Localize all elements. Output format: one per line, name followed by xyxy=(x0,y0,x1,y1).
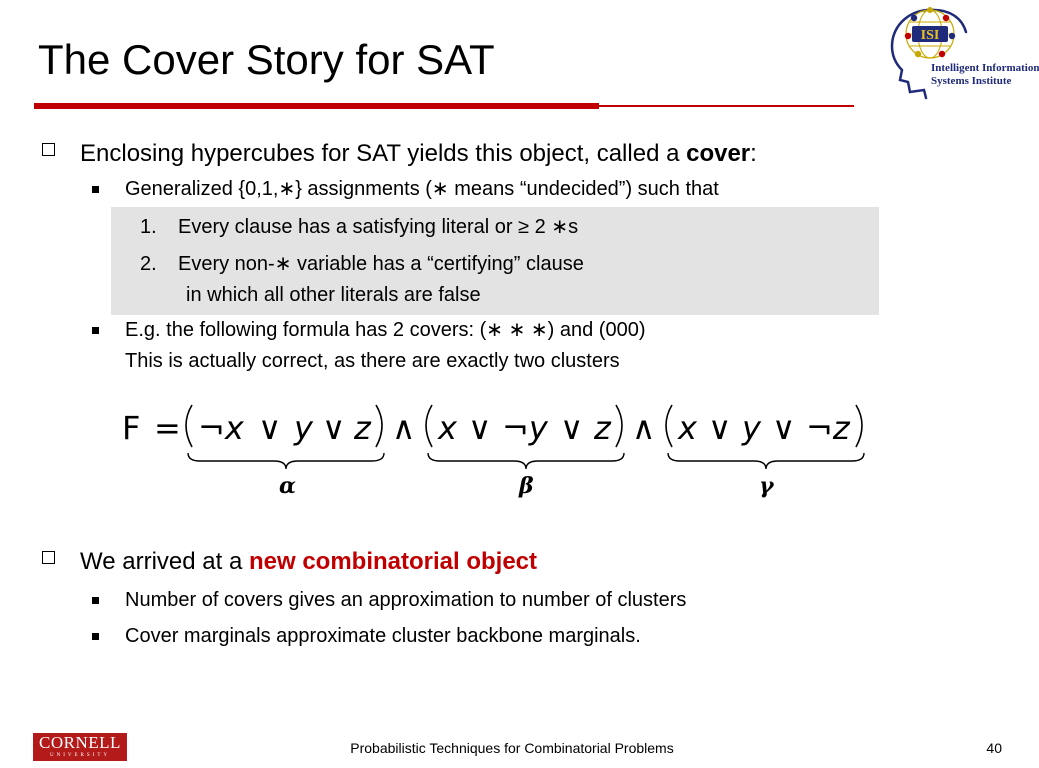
cornell-logo-word: CORNELL xyxy=(39,733,121,752)
title-underline xyxy=(34,103,854,109)
title-underline-thick xyxy=(34,103,599,109)
clause-beta-lit-3: z xyxy=(594,409,611,447)
condition-2-continuation: in which all other literals are false xyxy=(186,284,481,306)
clause-beta-lit-1: x xyxy=(438,409,457,447)
bullet-cover xyxy=(0,139,1024,169)
clause-alpha-lit-2: y xyxy=(294,409,313,447)
paren-close-2 xyxy=(616,405,622,447)
sub-bullet-example-line2: This is actually correct, as there are exactly two clusters xyxy=(125,350,620,372)
clause-gamma-or-2: ∨ xyxy=(772,409,796,447)
paren-close-3 xyxy=(856,405,862,447)
clause-alpha-or-2: ∨ xyxy=(322,409,346,447)
sub-bullet-number-of-covers: Number of covers gives an approximation to number of clusters xyxy=(125,589,687,611)
cover-term: cover xyxy=(686,140,751,167)
clause-gamma-lit-1: x xyxy=(678,409,697,447)
paren-open-3 xyxy=(666,405,672,447)
formula-and-1: ∧ xyxy=(392,409,416,447)
isi-logo xyxy=(884,4,1039,100)
isi-abbr: ISI xyxy=(920,28,940,43)
filled-square-bullet-icon xyxy=(92,186,99,193)
label-gamma: γ xyxy=(759,473,774,499)
bullet-new-object-text-start: We arrived at a xyxy=(80,548,249,575)
paren-close-1 xyxy=(376,405,382,447)
bullet-new-object-text xyxy=(80,547,537,577)
label-beta: β xyxy=(519,473,534,499)
clause-beta-or-1: ∨ xyxy=(468,409,492,447)
bullet-cover-colon: : xyxy=(750,140,757,167)
paren-open-1 xyxy=(186,405,192,447)
clause-alpha-or-1: ∨ xyxy=(258,409,282,447)
formula-and-2: ∧ xyxy=(632,409,656,447)
clause-alpha-lit-1: ¬x xyxy=(198,409,244,447)
underbrace-gamma xyxy=(668,453,864,469)
paren-open-2 xyxy=(426,405,432,447)
sub-bullet-cover-marginals: Cover marginals approximate cluster backbone marginals. xyxy=(125,625,641,647)
cornell-logo-sub: UNIVERSITY xyxy=(50,753,110,758)
filled-square-bullet-icon xyxy=(92,633,99,640)
bullet-cover-text xyxy=(80,139,757,169)
condition-2-number: 2. xyxy=(140,253,157,275)
filled-square-bullet-icon xyxy=(92,327,99,334)
hollow-square-bullet-icon xyxy=(42,551,55,564)
clause-beta-lit-2: ¬y xyxy=(502,409,548,447)
clause-gamma-or-1: ∨ xyxy=(708,409,732,447)
sub-bullet-example-line1: E.g. the following formula has 2 covers: (∗ ∗ ∗) and (000) xyxy=(125,319,646,341)
clause-gamma-lit-2: y xyxy=(742,409,761,447)
sat-formula xyxy=(110,395,890,510)
footer-title: Probabilistic Techniques for Combinatorial Problems xyxy=(350,740,674,756)
isi-name-line1: Intelligent Information xyxy=(931,62,1039,74)
condition-1-text: Every clause has a satisfying literal or ≥ 2 ∗s xyxy=(178,216,579,238)
formula-equals: = xyxy=(154,409,181,447)
condition-2-text: Every non-∗ variable has a “certifying” clause xyxy=(178,253,584,275)
underbrace-alpha xyxy=(188,453,384,469)
isi-name-line2: Systems Institute xyxy=(931,75,1012,87)
title-underline-thin xyxy=(599,105,854,107)
page-number: 40 xyxy=(986,740,1002,756)
clause-gamma-lit-3: ¬z xyxy=(806,409,850,447)
new-combinatorial-object-term: new combinatorial object xyxy=(248,548,538,575)
filled-square-bullet-icon xyxy=(92,597,99,604)
bullet-cover-text-start: Enclosing hypercubes for SAT yields this object, called a xyxy=(80,140,687,167)
hollow-square-bullet-icon xyxy=(42,143,55,156)
condition-1-number: 1. xyxy=(140,216,157,238)
clause-alpha-lit-3: z xyxy=(354,409,371,447)
label-alpha: α xyxy=(279,473,296,499)
slide-title: The Cover Story for SAT xyxy=(38,36,495,83)
clause-beta-or-2: ∨ xyxy=(560,409,584,447)
sub-bullet-generalized: Generalized {0,1,∗} assignments (∗ means “undecided”) such that xyxy=(125,178,719,200)
formula-lhs: F xyxy=(122,409,141,447)
bullet-new-object xyxy=(0,547,1024,577)
underbrace-beta xyxy=(428,453,624,469)
